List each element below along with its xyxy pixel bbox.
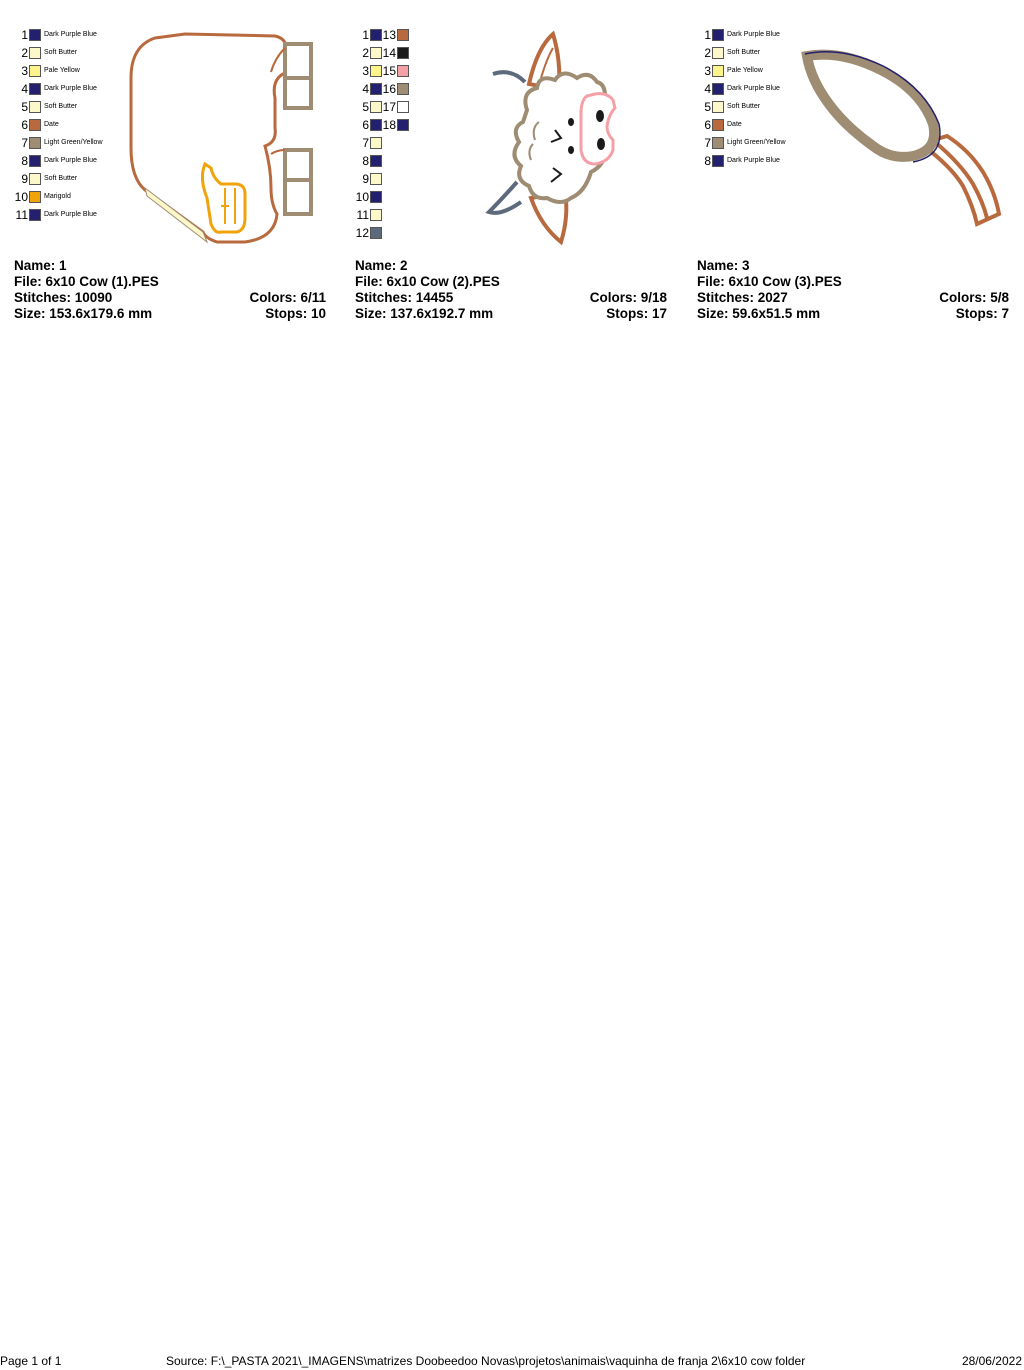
legend-number: 18 bbox=[382, 118, 396, 132]
color-swatch bbox=[29, 137, 41, 149]
legend-number: 7 bbox=[362, 136, 369, 150]
legend-entry bbox=[355, 136, 382, 150]
design-name: Name: 1 bbox=[14, 258, 67, 273]
design-name: Name: 2 bbox=[355, 258, 408, 273]
cow-head-embroidery bbox=[481, 30, 631, 250]
design-info bbox=[14, 258, 326, 322]
thread-name: Light Green/Yellow bbox=[44, 139, 103, 146]
design-size: Size: 153.6x179.6 mm bbox=[14, 306, 153, 321]
legend-number: 9 bbox=[362, 172, 369, 186]
color-swatch bbox=[712, 83, 724, 95]
legend-entry bbox=[14, 64, 80, 78]
color-swatch bbox=[712, 47, 724, 59]
color-swatch bbox=[29, 47, 41, 59]
legend-entry bbox=[355, 28, 382, 42]
thread-name: Dark Purple Blue bbox=[727, 85, 780, 92]
design-info bbox=[355, 258, 667, 322]
color-swatch bbox=[370, 155, 382, 167]
legend-entry bbox=[355, 64, 382, 78]
color-swatch bbox=[29, 209, 41, 221]
legend-number: 1 bbox=[704, 28, 711, 42]
legend-number: 14 bbox=[382, 46, 396, 60]
legend-entry bbox=[14, 82, 97, 96]
legend-entry bbox=[697, 118, 742, 132]
design-stitches: Stitches: 10090 bbox=[14, 290, 113, 305]
legend-number: 4 bbox=[704, 82, 711, 96]
legend-entry bbox=[382, 100, 409, 114]
legend-entry bbox=[382, 46, 409, 60]
design-stops: Stops: 7 bbox=[955, 306, 1009, 321]
legend-number: 7 bbox=[704, 136, 711, 150]
color-swatch bbox=[712, 101, 724, 113]
design-size: Size: 59.6x51.5 mm bbox=[697, 306, 821, 321]
legend-number: 5 bbox=[362, 100, 369, 114]
thread-name: Marigold bbox=[44, 193, 71, 200]
thread-name: Soft Butter bbox=[44, 175, 78, 182]
legend-entry bbox=[355, 208, 382, 222]
color-swatch bbox=[712, 29, 724, 41]
legend-entry bbox=[355, 172, 382, 186]
legend-entry bbox=[382, 82, 409, 96]
legend-entry bbox=[697, 64, 763, 78]
legend-entry bbox=[355, 46, 382, 60]
legend-entry bbox=[14, 136, 103, 150]
legend-number: 10 bbox=[355, 190, 369, 204]
color-swatch bbox=[370, 65, 382, 77]
thread-name: Date bbox=[44, 121, 59, 128]
legend-number: 2 bbox=[21, 46, 28, 60]
color-swatch bbox=[397, 47, 409, 59]
legend-number: 11 bbox=[356, 208, 369, 222]
legend-entry bbox=[14, 28, 97, 42]
color-swatch bbox=[397, 83, 409, 95]
thread-name: Dark Purple Blue bbox=[44, 211, 97, 218]
legend-entry bbox=[697, 82, 780, 96]
color-swatch bbox=[370, 173, 382, 185]
design-file: File: 6x10 Cow (3).PES bbox=[697, 274, 842, 289]
thread-name: Dark Purple Blue bbox=[44, 85, 97, 92]
legend-number: 9 bbox=[21, 172, 28, 186]
legend-number: 6 bbox=[362, 118, 369, 132]
legend-number: 1 bbox=[362, 28, 369, 42]
color-swatch bbox=[370, 137, 382, 149]
legend-number: 1 bbox=[21, 28, 28, 42]
legend-number: 16 bbox=[382, 82, 396, 96]
color-swatch bbox=[712, 137, 724, 149]
color-swatch bbox=[29, 101, 41, 113]
legend-entry bbox=[14, 100, 77, 114]
design-colors: Colors: 6/11 bbox=[249, 290, 326, 305]
legend-entry bbox=[14, 190, 71, 204]
legend-entry bbox=[14, 46, 77, 60]
color-swatch bbox=[29, 191, 41, 203]
color-swatch bbox=[29, 65, 41, 77]
legend-entry bbox=[697, 100, 760, 114]
legend-number: 8 bbox=[362, 154, 369, 168]
legend-entry bbox=[697, 154, 780, 168]
design-name: Name: 3 bbox=[697, 258, 750, 273]
legend-entry bbox=[382, 28, 409, 42]
color-swatch bbox=[397, 101, 409, 113]
cow-tail-embroidery bbox=[801, 46, 1011, 236]
legend-entry bbox=[697, 136, 786, 150]
color-swatch bbox=[370, 29, 382, 41]
legend-entry bbox=[355, 226, 382, 240]
legend-number: 15 bbox=[382, 64, 396, 78]
color-swatch bbox=[29, 173, 41, 185]
color-swatch bbox=[712, 155, 724, 167]
color-swatch bbox=[370, 47, 382, 59]
design-panel-3 bbox=[683, 0, 1013, 330]
page-footer bbox=[0, 1354, 1024, 1370]
thread-name: Soft Butter bbox=[44, 103, 78, 110]
print-date: 28/06/2022 bbox=[961, 1354, 1022, 1368]
legend-number: 13 bbox=[382, 28, 396, 42]
color-swatch bbox=[370, 119, 382, 131]
legend-number: 3 bbox=[704, 64, 711, 78]
cow-body-embroidery bbox=[125, 28, 325, 250]
thread-name: Date bbox=[727, 121, 742, 128]
color-swatch bbox=[370, 209, 382, 221]
color-swatch bbox=[397, 65, 409, 77]
legend-number: 10 bbox=[14, 190, 28, 204]
legend-number: 5 bbox=[21, 100, 28, 114]
color-swatch bbox=[370, 101, 382, 113]
legend-number: 6 bbox=[21, 118, 28, 132]
legend-entry bbox=[355, 82, 382, 96]
legend-entry bbox=[14, 172, 77, 186]
legend-number: 3 bbox=[362, 64, 369, 78]
thread-name: Dark Purple Blue bbox=[44, 31, 97, 38]
design-size: Size: 137.6x192.7 mm bbox=[355, 306, 494, 321]
color-swatch bbox=[397, 119, 409, 131]
thread-name: Light Green/Yellow bbox=[727, 139, 786, 146]
design-stops: Stops: 10 bbox=[265, 306, 326, 321]
design-stitches: Stitches: 2027 bbox=[697, 290, 788, 305]
legend-entry bbox=[355, 190, 382, 204]
thread-name: Pale Yellow bbox=[44, 67, 80, 74]
legend-entry bbox=[14, 154, 97, 168]
design-stops: Stops: 17 bbox=[606, 306, 667, 321]
design-file: File: 6x10 Cow (2).PES bbox=[355, 274, 500, 289]
color-legend bbox=[697, 26, 786, 170]
legend-number: 6 bbox=[704, 118, 711, 132]
legend-number: 4 bbox=[362, 82, 369, 96]
legend-number: 17 bbox=[382, 100, 396, 114]
legend-entry bbox=[697, 46, 760, 60]
color-swatch bbox=[712, 119, 724, 131]
design-panel-1 bbox=[0, 0, 330, 330]
legend-entry bbox=[355, 154, 382, 168]
color-legend bbox=[355, 26, 409, 242]
legend-number: 4 bbox=[21, 82, 28, 96]
thread-name: Soft Butter bbox=[727, 49, 761, 56]
color-swatch bbox=[370, 227, 382, 239]
color-swatch bbox=[397, 29, 409, 41]
thread-name: Dark Purple Blue bbox=[44, 157, 97, 164]
legend-entry bbox=[14, 208, 97, 222]
design-stitches: Stitches: 14455 bbox=[355, 290, 454, 305]
design-colors: Colors: 5/8 bbox=[939, 290, 1009, 305]
color-swatch bbox=[370, 191, 382, 203]
design-colors: Colors: 9/18 bbox=[589, 290, 667, 305]
design-info bbox=[697, 258, 1009, 322]
thread-name: Soft Butter bbox=[44, 49, 78, 56]
legend-entry bbox=[697, 28, 780, 42]
legend-number: 11 bbox=[15, 208, 28, 222]
color-swatch bbox=[29, 119, 41, 131]
legend-number: 2 bbox=[704, 46, 711, 60]
legend-number: 8 bbox=[704, 154, 711, 168]
legend-entry bbox=[14, 118, 59, 132]
color-legend bbox=[14, 26, 103, 224]
color-swatch bbox=[29, 83, 41, 95]
color-swatch bbox=[712, 65, 724, 77]
color-swatch bbox=[29, 29, 41, 41]
color-swatch bbox=[370, 83, 382, 95]
legend-entry bbox=[382, 64, 409, 78]
legend-number: 5 bbox=[704, 100, 711, 114]
page-number: Page 1 of 1 bbox=[0, 1354, 62, 1368]
thread-name: Dark Purple Blue bbox=[727, 157, 780, 164]
thread-name: Dark Purple Blue bbox=[727, 31, 780, 38]
legend-number: 3 bbox=[21, 64, 28, 78]
thread-name: Pale Yellow bbox=[727, 67, 763, 74]
design-file: File: 6x10 Cow (1).PES bbox=[14, 274, 159, 289]
source-path: Source: F:\_PASTA 2021\_IMAGENS\matrizes Doobeedoo Novas\projetos\animais\vaquinha de franja 2\6x10 cow folder bbox=[166, 1354, 806, 1368]
legend-entry bbox=[355, 100, 382, 114]
legend-number: 12 bbox=[355, 226, 369, 240]
thread-name: Soft Butter bbox=[727, 103, 761, 110]
legend-entry bbox=[382, 118, 409, 132]
legend-number: 7 bbox=[21, 136, 28, 150]
legend-entry bbox=[355, 118, 382, 132]
legend-number: 2 bbox=[362, 46, 369, 60]
color-swatch bbox=[29, 155, 41, 167]
legend-number: 8 bbox=[21, 154, 28, 168]
design-panel-2 bbox=[341, 0, 671, 330]
